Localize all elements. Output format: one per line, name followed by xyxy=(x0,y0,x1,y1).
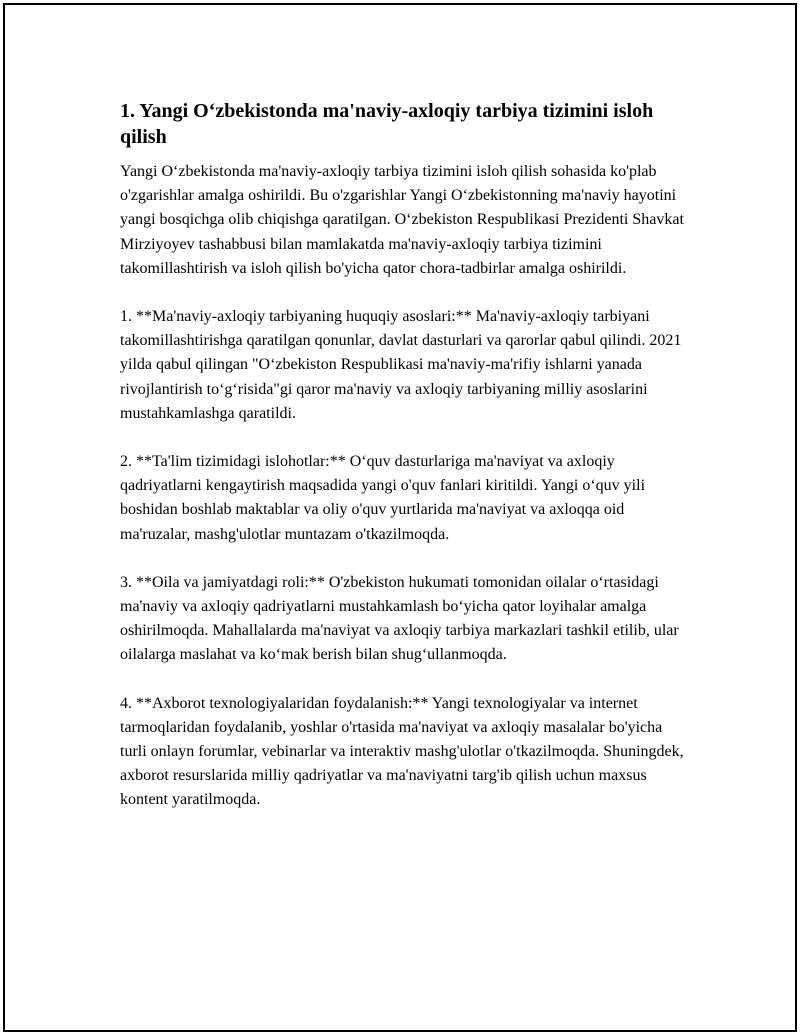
section-heading: 1. Yangi O‘zbekistonda ma'naviy-axloqiy tarbiya tizimini isloh qilish xyxy=(120,100,654,148)
document-body xyxy=(120,98,690,837)
intro-paragraph: Yangi O‘zbekistonda ma'naviy-axloqiy tarbiya tizimini isloh qilish sohasida ko'plab o'zgarishlar amalga oshirildi. Bu o'zgarishlar Yangi O‘zbekistonning ma'naviy hayotini yangi bosqichga olib chiqishga qaratilgan. O‘zbekiston Respublikasi Prezidenti Shavkat Mirziyoyev tashabbusi bilan mamlakatda ma'naviy-axloqiy tarbiya tizimini takomillashtirish va isloh qilish bo'yicha qator chora-tadbirlar amalga oshirildi. xyxy=(120,163,684,277)
paragraph-education-reforms: 2. **Ta'lim tizimidagi islohotlar:** O‘quv dasturlariga ma'naviyat va axloqiy qadriyatlarni kengaytirish maqsadida yangi o'quv fanlari kiritildi. Yangi o‘quv yili boshidan boshlab maktablar va oliy o'quv yurtlarida ma'naviyat va axloqqa oid ma'ruzalar, mashg'ulotlar muntazam o'tkazilmoqda. xyxy=(120,453,646,543)
paragraph-information-technology: 4. **Axborot texnologiyalaridan foydalanish:** Yangi texnologiyalar va internet tarmoqlaridan foydalanib, yoshlar o'rtasida ma'naviyat va axloqiy masalalar bo'yicha turli onlayn forumlar, vebinarlar va interaktiv mashg'ulotlar o'tkazilmoqda. Shuningdek, axborot resurslarida milliy qadriyatlar va ma'naviyatni targ'ib qilish uchun maxsus kontent yaratilmoqda. xyxy=(120,694,684,809)
paragraph-legal-basis: 1. **Ma'naviy-axloqiy tarbiyaning huquqiy asoslari:** Ma'naviy-axloqiy tarbiyani takomillashtirishga qaratilgan qonunlar, davlat dasturlari va qarorlar qabul qilindi. 2021 yilda qabul qilingan "O‘zbekiston Respublikasi ma'naviy-ma'rifiy ishlarni yanada rivojlantirish to‘g‘risida"gi qaror ma'naviy va axloqiy tarbiyaning milliy asoslarini mustahkamlashga qaratildi. xyxy=(120,308,682,422)
document-page xyxy=(3,3,797,1032)
paragraph-family-society: 3. **Oila va jamiyatdagi roli:** O'zbekiston hukumati tomonidan oilalar o‘rtasidagi ma'naviy va axloqiy qadriyatlarni mustahkamlash bo‘yicha qator loyihalar amalga oshirilmoqda. Mahallalarda ma'naviyat va axloqiy tarbiya markazlari tashkil etilib, ular oilalarga maslahat va ko‘mak berish bilan shug‘ullanmoqda. xyxy=(120,573,679,664)
